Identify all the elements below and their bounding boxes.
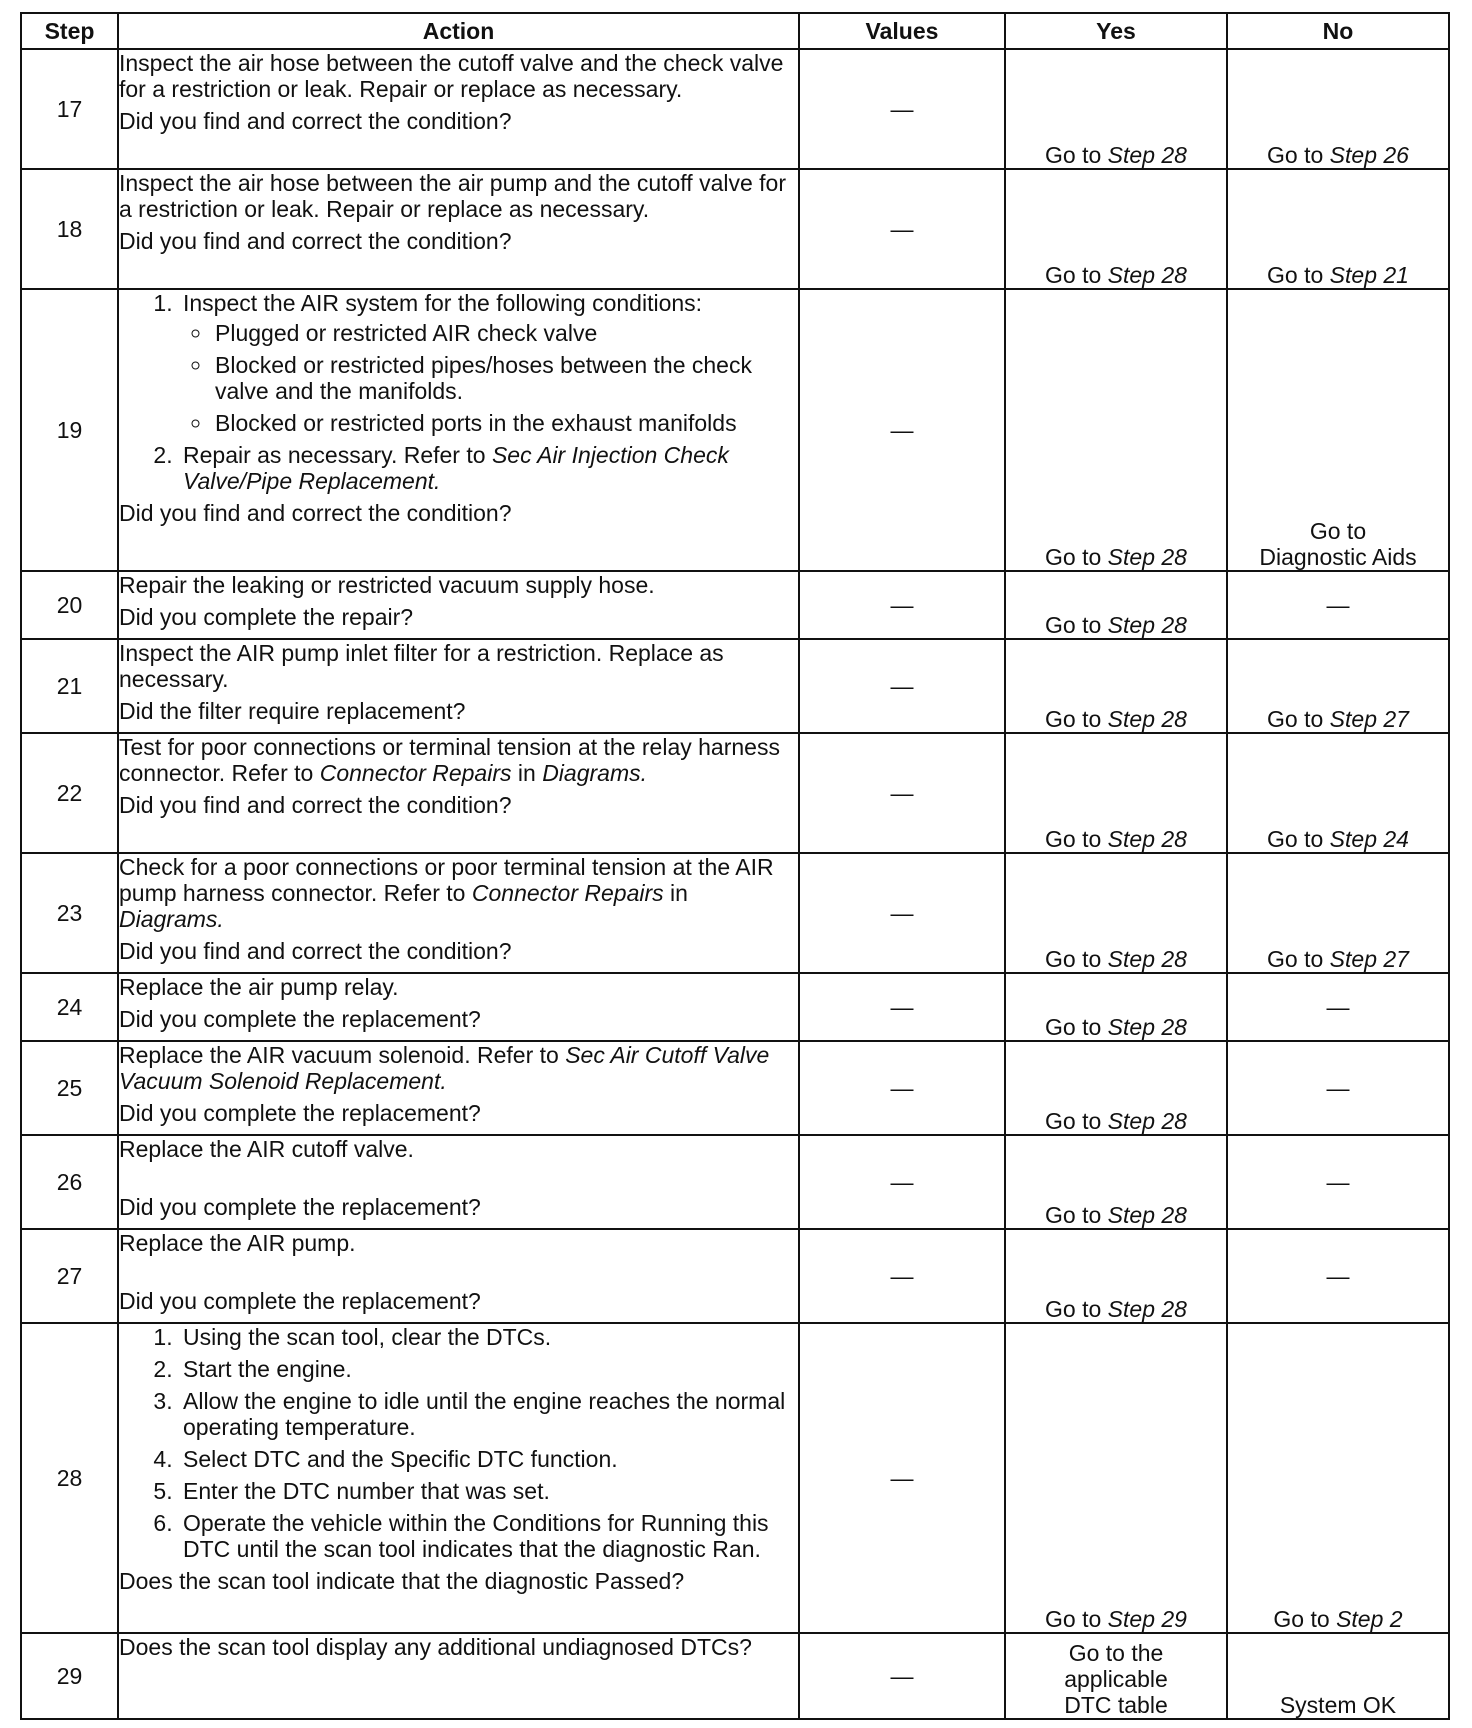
yes-cell [1005,169,1227,289]
yes-line: Go to the [1068,1640,1164,1666]
goto-step-link[interactable]: Step 28 [1107,1108,1187,1134]
values-cell: — [799,571,1005,639]
goto-prefix: Go to [1045,142,1108,168]
values-cell: — [799,289,1005,571]
goto-prefix: Go to [1273,1606,1337,1632]
reference-link[interactable]: Diagrams. [119,906,224,932]
action-cell [118,1323,799,1633]
table-row [21,1041,1449,1135]
goto-prefix: Go to [1045,946,1108,972]
action-question: Did you complete the replacement? [119,1288,481,1314]
header-yes: Yes [1005,13,1227,49]
table-row [21,1229,1449,1323]
goto-step-link[interactable]: Step 28 [1107,262,1187,288]
action-question: Does the scan tool indicate that the diagnostic Passed? [119,1568,685,1594]
table-row [21,49,1449,169]
action-question: Does the scan tool display any additional undiagnosed DTCs? [119,1634,752,1660]
header-no: No [1227,13,1449,49]
goto-step-link[interactable]: Step 29 [1107,1606,1187,1632]
no-cell [1227,853,1449,973]
action-question: Did you find and correct the condition? [119,792,512,818]
action-question: Did you find and correct the condition? [119,938,512,964]
no-cell [1227,169,1449,289]
action-cell [118,1633,799,1719]
list-item: 3. Allow the engine to idle until the engine reaches the normal operating temperature. [179,1388,798,1440]
goto-step-link[interactable]: Step 27 [1329,946,1409,972]
action-question: Did you find and correct the condition? [119,500,512,526]
step-number: 18 [21,169,118,289]
goto-prefix: Go to [1045,262,1108,288]
goto-prefix: Go to [1045,1014,1108,1040]
action-cell [118,639,799,733]
header-action: Action [118,13,799,49]
action-cell [118,973,799,1041]
header-row [21,13,1449,49]
no-cell: — [1227,1041,1449,1135]
yes-cell [1005,639,1227,733]
action-cell [118,733,799,853]
reference-link[interactable]: Connector Repairs [471,880,664,906]
step-number: 24 [21,973,118,1041]
diagnostic-aids-link[interactable]: Diagnostic Aids [1259,544,1417,570]
goto-step-link[interactable]: Step 21 [1329,262,1409,288]
step-number: 17 [21,49,118,169]
list-item: 6. Operate the vehicle within the Conditions for Running this DTC until the scan tool indicates that the diagnostic Ran. [179,1510,798,1562]
no-cell: — [1227,1135,1449,1229]
step-number: 21 [21,639,118,733]
action-text: Replace the AIR cutoff valve. [119,1136,414,1162]
list-item: 4. Select DTC and the Specific DTC function. [179,1446,798,1472]
goto-step-link[interactable]: Step 28 [1107,1296,1187,1322]
yes-cell [1005,973,1227,1041]
yes-cell [1005,1633,1227,1719]
action-text-part: in [663,880,688,906]
goto-prefix: Go to [1045,1606,1108,1632]
table-row [21,853,1449,973]
action-text: Inspect the air hose between the cutoff valve and the check valve for a restriction or leak. Repair or replace as necessary. [119,50,784,102]
diagnostic-table-page [20,12,1448,1720]
yes-cell [1005,1323,1227,1633]
action-question: Did the filter require replacement? [119,698,466,724]
no-cell: System OK [1227,1633,1449,1719]
action-text-part: Check for a poor connections or poor terminal tension at the AIR pump harness connector. Refer to [119,854,774,906]
goto-step-link[interactable]: Step 28 [1107,142,1187,168]
step-number: 29 [21,1633,118,1719]
action-text: Inspect the air hose between the air pump and the cutoff valve for a restriction or leak. Repair or replace as necessary. [119,170,786,222]
step-number: 28 [21,1323,118,1633]
action-text-part: in [511,760,543,786]
bullet-item: ◦ Blocked or restricted ports in the exhaust manifolds [213,410,798,436]
reference-link[interactable]: Connector Repairs [319,760,512,786]
goto-prefix: Go to [1045,826,1108,852]
goto-prefix: Go to [1045,1108,1108,1134]
goto-prefix: Go to [1267,826,1330,852]
no-cell [1227,1323,1449,1633]
yes-line: applicable [1064,1666,1168,1692]
diagnostic-table [20,12,1450,1720]
bullet-item: ◦ Plugged or restricted AIR check valve [213,320,798,346]
table-row [21,1323,1449,1633]
list-item [179,290,798,436]
list-item-text: Inspect the AIR system for the following conditions: [183,290,703,316]
list-item: 2. Start the engine. [179,1356,798,1382]
action-cell [118,853,799,973]
values-cell: — [799,733,1005,853]
values-cell: — [799,973,1005,1041]
list-item: 5. Enter the DTC number that was set. [179,1478,798,1504]
action-cell [118,571,799,639]
goto-prefix: Go to [1267,262,1330,288]
action-text [119,734,798,786]
goto-prefix: Go to [1267,142,1330,168]
yes-cell [1005,49,1227,169]
action-text [119,854,798,932]
goto-step-link[interactable]: Step 2 [1336,1606,1403,1632]
table-row [21,639,1449,733]
no-line: Go to [1309,518,1367,544]
goto-step-link[interactable]: Step 28 [1107,1014,1187,1040]
goto-prefix: Go to [1045,1296,1108,1322]
values-cell: — [799,639,1005,733]
no-cell [1227,639,1449,733]
values-cell: — [799,49,1005,169]
step-number: 26 [21,1135,118,1229]
values-cell: — [799,169,1005,289]
action-text-part: Replace the AIR vacuum solenoid. Refer to [119,1042,566,1068]
reference-link[interactable]: Diagrams. [542,760,647,786]
action-text: Replace the air pump relay. [119,974,399,1000]
step-number: 25 [21,1041,118,1135]
goto-step-link[interactable]: Step 26 [1329,142,1409,168]
action-text-part: Test for poor connections or terminal tension at the relay harness connector. Refer to [119,734,780,786]
numbered-list [119,1324,798,1562]
list-item [179,442,798,494]
action-question: Did you find and correct the condition? [119,108,512,134]
numbered-list [119,290,798,494]
values-cell: — [799,1135,1005,1229]
values-cell: — [799,1041,1005,1135]
no-cell: — [1227,1229,1449,1323]
reference-link[interactable]: Sec Air Injection Check Valve/Pipe Replacement. [183,442,729,494]
list-item-text: Repair as necessary. Refer to [183,442,492,468]
goto-prefix: Go to [1045,1202,1108,1228]
action-cell [118,1229,799,1323]
table-row [21,1135,1449,1229]
header-values: Values [799,13,1005,49]
step-number: 19 [21,289,118,571]
yes-cell [1005,1135,1227,1229]
step-number: 27 [21,1229,118,1323]
no-cell [1227,733,1449,853]
goto-prefix: Go to [1045,706,1108,732]
action-cell [118,1041,799,1135]
values-cell: — [799,853,1005,973]
no-cell: — [1227,571,1449,639]
values-cell: — [799,1323,1005,1633]
bullet-item: ◦ Blocked or restricted pipes/hoses between the check valve and the manifolds. [213,352,798,404]
step-number: 23 [21,853,118,973]
table-row [21,169,1449,289]
header-step: Step [21,13,118,49]
bullet-list [183,320,798,436]
action-question: Did you complete the replacement? [119,1006,481,1032]
no-cell [1227,289,1449,571]
reference-link[interactable]: Sec Air Cutoff Valve Vacuum Solenoid Replacement. [119,1042,770,1094]
yes-cell [1005,571,1227,639]
no-cell [1227,49,1449,169]
goto-prefix: Go to [1045,544,1108,570]
step-number: 22 [21,733,118,853]
values-cell: — [799,1633,1005,1719]
goto-prefix: Go to [1267,706,1330,732]
action-text: Repair the leaking or restricted vacuum supply hose. [119,572,655,598]
goto-prefix: Go to [1267,946,1330,972]
action-cell [118,1135,799,1229]
table-row [21,1633,1449,1719]
table-row [21,571,1449,639]
yes-cell [1005,733,1227,853]
goto-step-link[interactable]: Step 28 [1107,1202,1187,1228]
yes-cell [1005,1229,1227,1323]
goto-step-link[interactable]: Step 27 [1329,706,1409,732]
action-cell [118,169,799,289]
action-question: Did you complete the repair? [119,604,414,630]
goto-step-link[interactable]: Step 28 [1107,946,1187,972]
goto-step-link[interactable]: Step 28 [1107,826,1187,852]
values-cell: — [799,1229,1005,1323]
action-text: Replace the AIR pump. [119,1230,356,1256]
goto-step-link[interactable]: Step 24 [1329,826,1409,852]
dtc-table-link[interactable]: DTC table [1064,1692,1168,1718]
action-cell [118,49,799,169]
action-question: Did you complete the replacement? [119,1100,481,1126]
goto-prefix: Go to [1045,612,1108,638]
action-question: Did you find and correct the condition? [119,228,512,254]
goto-step-link[interactable]: Step 28 [1107,612,1187,638]
yes-cell [1005,289,1227,571]
step-number: 20 [21,571,118,639]
action-cell [118,289,799,571]
table-row [21,289,1449,571]
no-cell: — [1227,973,1449,1041]
goto-step-link[interactable]: Step 28 [1107,706,1187,732]
action-text: Inspect the AIR pump inlet filter for a restriction. Replace as necessary. [119,640,724,692]
yes-cell [1005,853,1227,973]
action-question: Did you complete the replacement? [119,1194,481,1220]
list-item: 1. Using the scan tool, clear the DTCs. [179,1324,798,1350]
table-row [21,973,1449,1041]
goto-step-link[interactable]: Step 28 [1107,544,1187,570]
yes-cell [1005,1041,1227,1135]
table-row [21,733,1449,853]
action-text [119,1042,798,1094]
